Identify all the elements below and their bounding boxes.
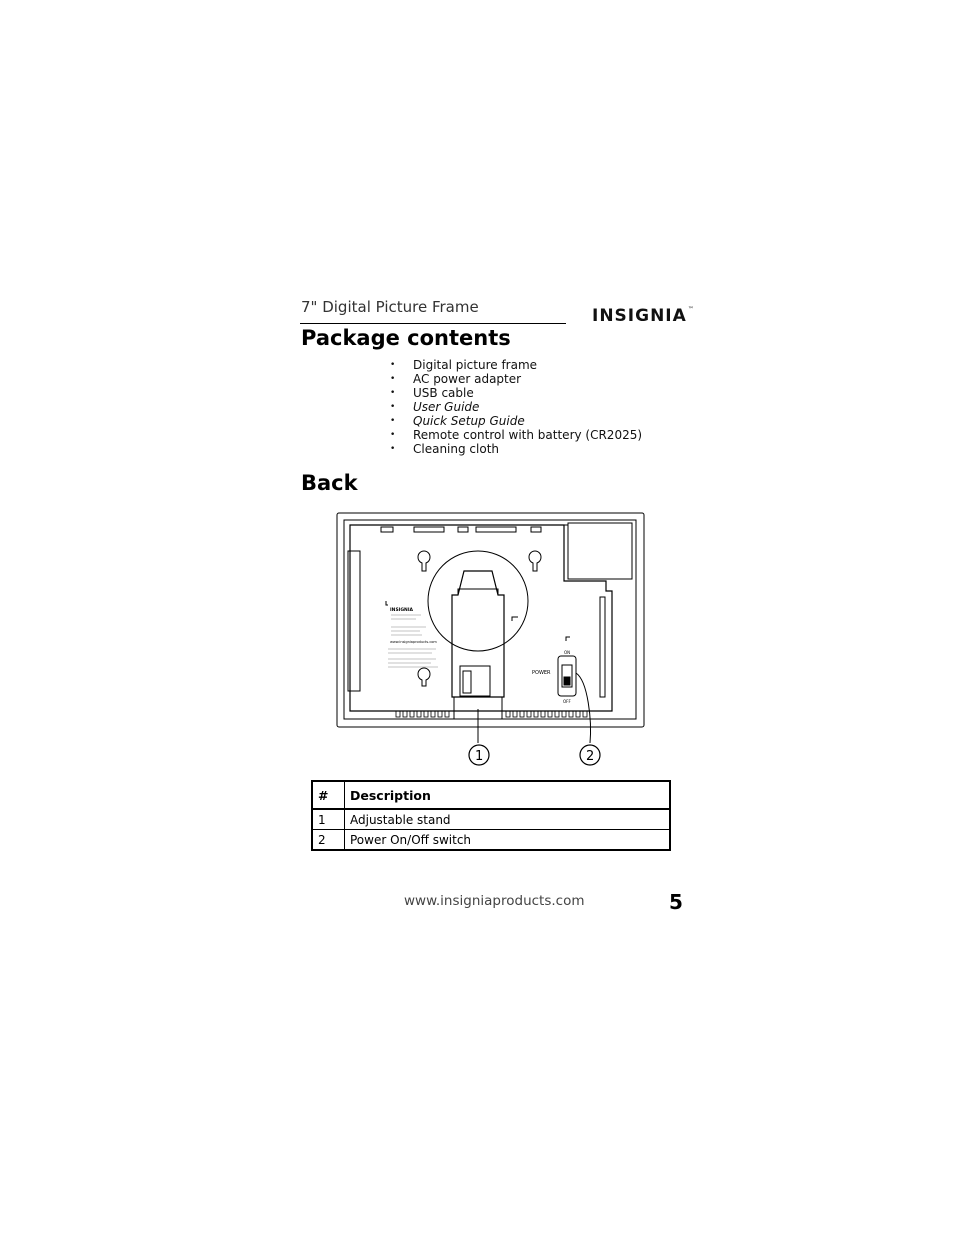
control-housing [568, 523, 632, 579]
row-number: 1 [312, 809, 345, 830]
row-description: Power On/Off switch [345, 830, 671, 851]
list-item-label: Digital picture frame [413, 358, 538, 372]
top-clip [531, 527, 541, 532]
list-item-label: USB cable [413, 386, 474, 400]
list-item [390, 442, 642, 456]
list-item-label: User Guide [413, 400, 480, 414]
list-item [390, 358, 642, 372]
bullet-icon: • [390, 360, 396, 370]
power-switch-toggle[interactable] [564, 677, 570, 685]
package-contents-list [390, 358, 642, 456]
top-clip [414, 527, 444, 532]
bullet-icon: • [390, 374, 396, 384]
bottom-vents [396, 711, 587, 717]
list-item-label: Quick Setup Guide [413, 414, 525, 428]
switch-on-label: ON [564, 650, 571, 655]
stand-hinge [458, 589, 498, 595]
label-corner [386, 601, 388, 605]
table-row [312, 830, 670, 851]
right-side-slot [600, 597, 605, 697]
callout-leader-2 [576, 673, 590, 743]
wall-mount-hole [418, 551, 430, 571]
back-description-table [311, 780, 671, 851]
list-item [390, 386, 642, 400]
list-item-label: AC power adapter [413, 372, 522, 386]
row-description: Adjustable stand [345, 809, 671, 830]
stand-hub [428, 551, 528, 651]
list-item [390, 372, 642, 386]
bullet-icon: • [390, 444, 396, 454]
wall-mount-hole [529, 551, 541, 571]
column-header-description: Description [345, 781, 671, 809]
list-item [390, 400, 642, 414]
bullet-icon: • [390, 402, 396, 412]
label-url: www.insigniaproducts.com [390, 640, 437, 644]
power-label: POWER [532, 670, 551, 676]
list-item [390, 414, 642, 428]
label-logo: INSIGNIA [390, 608, 413, 613]
logo-trademark: ™ [687, 306, 695, 313]
switch-off-label: OFF [563, 699, 571, 704]
top-clip [458, 527, 468, 532]
bullet-icon: • [390, 416, 396, 426]
frame-back-illustration [336, 511, 646, 771]
panel-step [564, 525, 606, 579]
list-item-label: Remote control with battery (CR2025) [413, 428, 643, 442]
page-header-title: 7" Digital Picture Frame [301, 298, 479, 316]
frame-back-drawing [336, 511, 646, 771]
back-panel [350, 525, 612, 711]
list-item [390, 428, 642, 442]
power-switch-housing [558, 656, 576, 696]
panel-mark [512, 617, 518, 621]
table-header-row [312, 781, 670, 809]
package-contents-heading: Package contents [301, 326, 511, 350]
panel-mark [566, 637, 570, 641]
list-item-label: Cleaning cloth [413, 442, 500, 456]
page-number: 5 [669, 890, 683, 914]
header-rule [300, 323, 566, 324]
wall-mount-hole [418, 668, 430, 686]
callout-number-1: 1 [475, 749, 484, 764]
stand-latch-slot [463, 671, 471, 693]
insignia-logo [592, 306, 695, 326]
top-clip [381, 527, 393, 532]
row-number: 2 [312, 830, 345, 851]
column-header-number: # [312, 781, 345, 809]
table-row [312, 809, 670, 830]
logo-text: INSIGNIA [592, 306, 687, 326]
callout-number-2: 2 [586, 749, 595, 764]
top-clip [476, 527, 516, 532]
back-heading: Back [301, 471, 358, 495]
bullet-icon: • [390, 388, 396, 398]
footer-website-link[interactable]: www.insigniaproducts.com [404, 893, 585, 909]
bullet-icon: • [390, 430, 396, 440]
